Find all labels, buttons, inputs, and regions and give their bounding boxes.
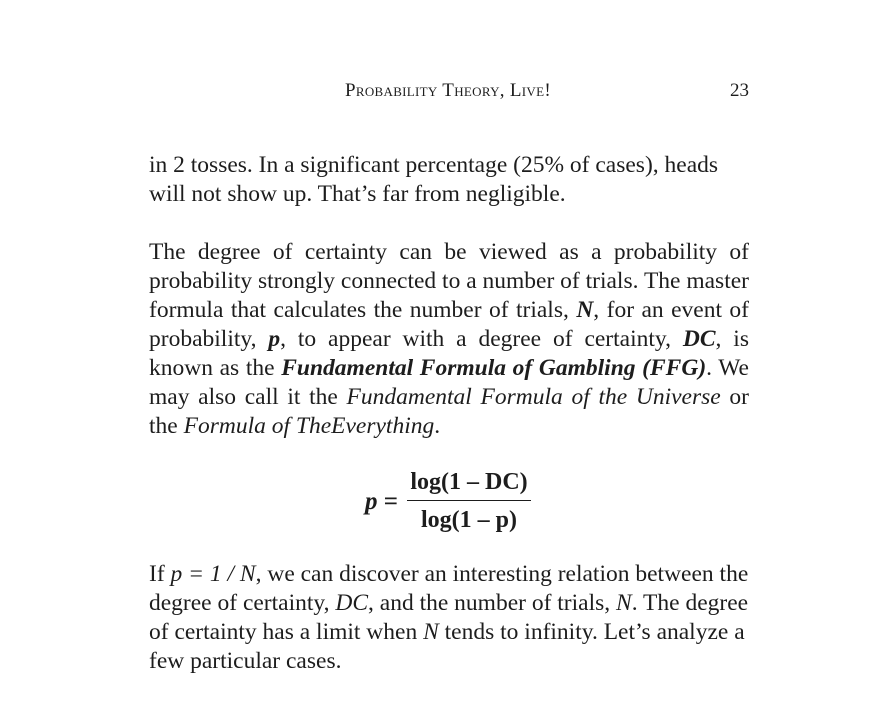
text-segment: . The degree of certainty has a limit when xyxy=(149,590,749,645)
text-segment: , we can discover an interesting relation between the degree of certainty, xyxy=(149,561,749,616)
text-segment: . We may also call it the xyxy=(149,355,749,410)
text-segment: , to appear with a degree of certainty, xyxy=(280,326,683,352)
running-title: Probability Theory, Live! xyxy=(345,80,551,101)
page-number: 23 xyxy=(730,80,749,101)
paragraph-degree-of-certainty xyxy=(149,238,749,441)
text-segment: or the xyxy=(149,384,749,439)
term-ffg: Fundamental Formula of Gambling (FFG) xyxy=(281,355,707,381)
formula-equals: = xyxy=(377,488,398,515)
term-ffu: Fundamental Formula of the Universe xyxy=(346,384,721,410)
text-segment: , and the number of trials, xyxy=(368,590,617,616)
text-segment: If xyxy=(149,561,171,587)
text-segment: tends to infinity. Let’s analyze a few particular cases. xyxy=(149,619,745,674)
expression-p-equals: p = 1 / N xyxy=(170,561,256,587)
variable-p: p xyxy=(268,326,281,352)
paragraph-tosses xyxy=(149,151,749,209)
variable-dc: DC xyxy=(335,590,369,616)
formula-lhs-variable: p xyxy=(365,488,378,515)
formula-ffg xyxy=(0,466,896,538)
formula-fraction xyxy=(407,466,531,536)
text-segment: The degree of certainty can be viewed as a probability of probability strongly connected to a number of trials. The master formula that calculates the number of trials, xyxy=(149,239,749,323)
text-segment: , is known as the xyxy=(149,326,749,381)
paragraph-limit xyxy=(149,560,749,676)
formula-numerator: log(1 – DC) xyxy=(410,469,528,495)
formula-lhs xyxy=(365,488,398,516)
paragraph-tosses-text: in 2 tosses. In a significant percentage (25% of cases), heads will not show up. That’s far from negligible. xyxy=(149,152,719,207)
variable-n: N xyxy=(423,619,439,645)
variable-dc: DC xyxy=(682,326,716,352)
formula-denominator: log(1 – p) xyxy=(421,507,517,533)
term-fote: Formula of TheEverything xyxy=(183,413,435,439)
text-segment: . xyxy=(434,413,441,439)
variable-n: N xyxy=(576,297,594,323)
variable-n: N xyxy=(616,590,632,616)
text-segment: , for an event of probability, xyxy=(149,297,749,352)
running-head xyxy=(0,80,896,104)
fraction-bar xyxy=(407,500,531,501)
